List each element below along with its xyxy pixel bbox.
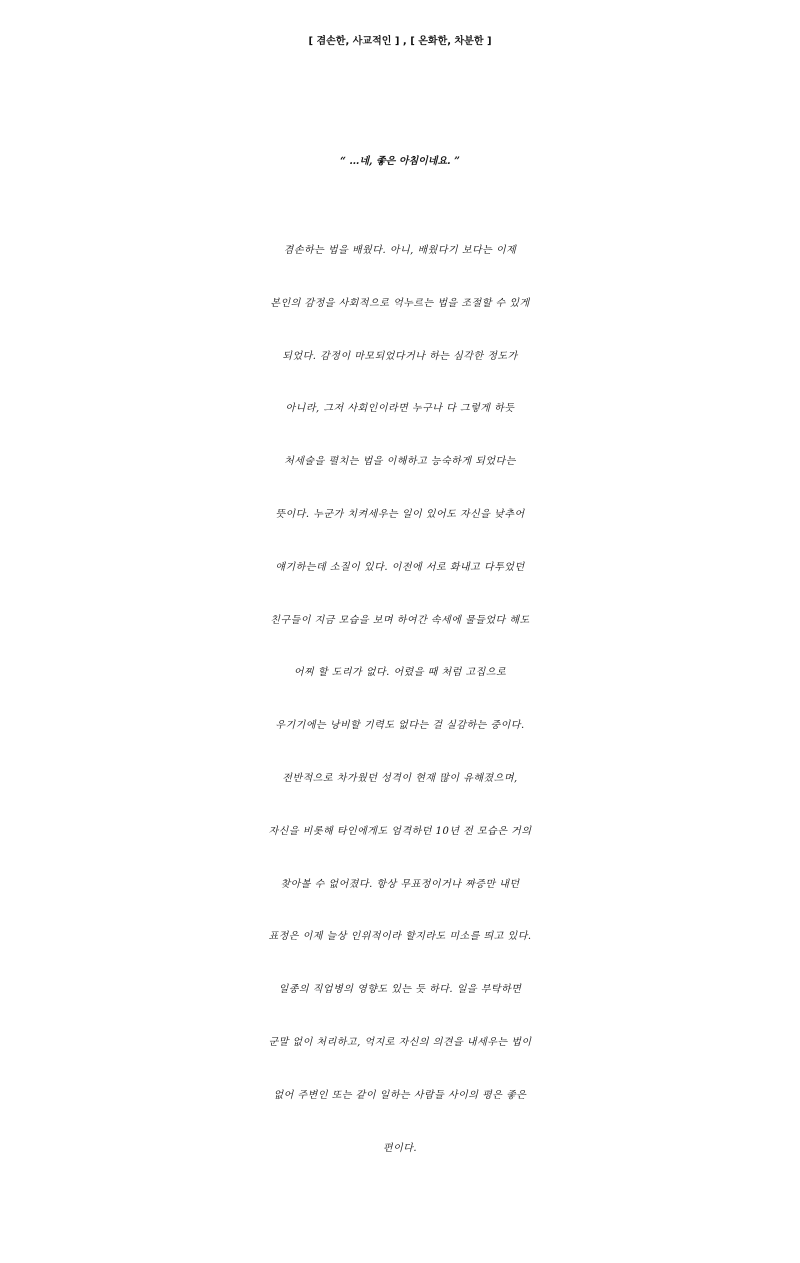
paragraph-line: 겸손하는 법을 배웠다. 아니, 배웠다기 보다는 이제 [283,245,517,256]
paragraph-line: 아니라, 그저 사회인이라면 누구나 다 그렇게 하듯 [285,403,515,415]
paragraph-line: 표정은 이제 늘상 인위적이라 할지라도 미소를 띄고 있다. [268,931,532,943]
paragraph-line: 우기기에는 낭비할 기력도 없다는 걸 실감하는 중이다. [275,720,525,732]
paragraph-line: 본인의 감정을 사회적으로 억누르는 법을 조절할 수 있게 [270,297,530,309]
paragraph-line: 일종의 직업병의 영향도 있는 듯 하다. 일을 부탁하면 [278,984,522,996]
paragraph-line: 편이다. [382,1142,418,1154]
paragraph-line: 찾아볼 수 없어졌다. 항상 무표정이거나 짜증만 내던 [280,878,520,890]
paragraph-line: 전반적으로 차가웠던 성격이 현재 많이 유해졌으며, [282,772,518,784]
paragraph-line: 얘기하는데 소질이 있다. 이전에 서로 화내고 다투었던 [275,561,525,573]
paragraph-line: 처세술을 펼치는 법을 이해하고 능숙하게 되었다는 [284,456,516,468]
paragraph-line: 군말 없이 처리하고, 억지로 자신의 의견을 내세우는 법이 [268,1036,532,1048]
personality-heading: [ 겸손한, 사교적인 ] , [ 온화한, 차분한 ] [308,36,492,47]
paragraph-line: 어찌 할 도리가 없다. 어렸을 때 처럼 고집으로 [293,667,507,679]
paragraph-line: 뜻이다. 누군가 치켜세우는 일이 있어도 자신을 낮추어 [275,508,525,520]
description-paragraph [0,225,800,1175]
paragraph-line: 없어 주변인 또는 같이 일하는 사람들 사이의 평은 좋은 [273,1089,527,1101]
paragraph-line: 되었다. 감정이 마모되었다거나 하는 심각한 정도가 [282,350,518,362]
greeting-quote: “ …네, 좋은 아침이네요. ” [340,156,460,167]
paragraph-line: 친구들이 지금 모습을 보며 하여간 속세에 물들었다 해도 [270,614,530,626]
paragraph-line: 자신을 비롯해 타인에게도 엄격하던 10년 전 모습은 거의 [268,825,532,837]
